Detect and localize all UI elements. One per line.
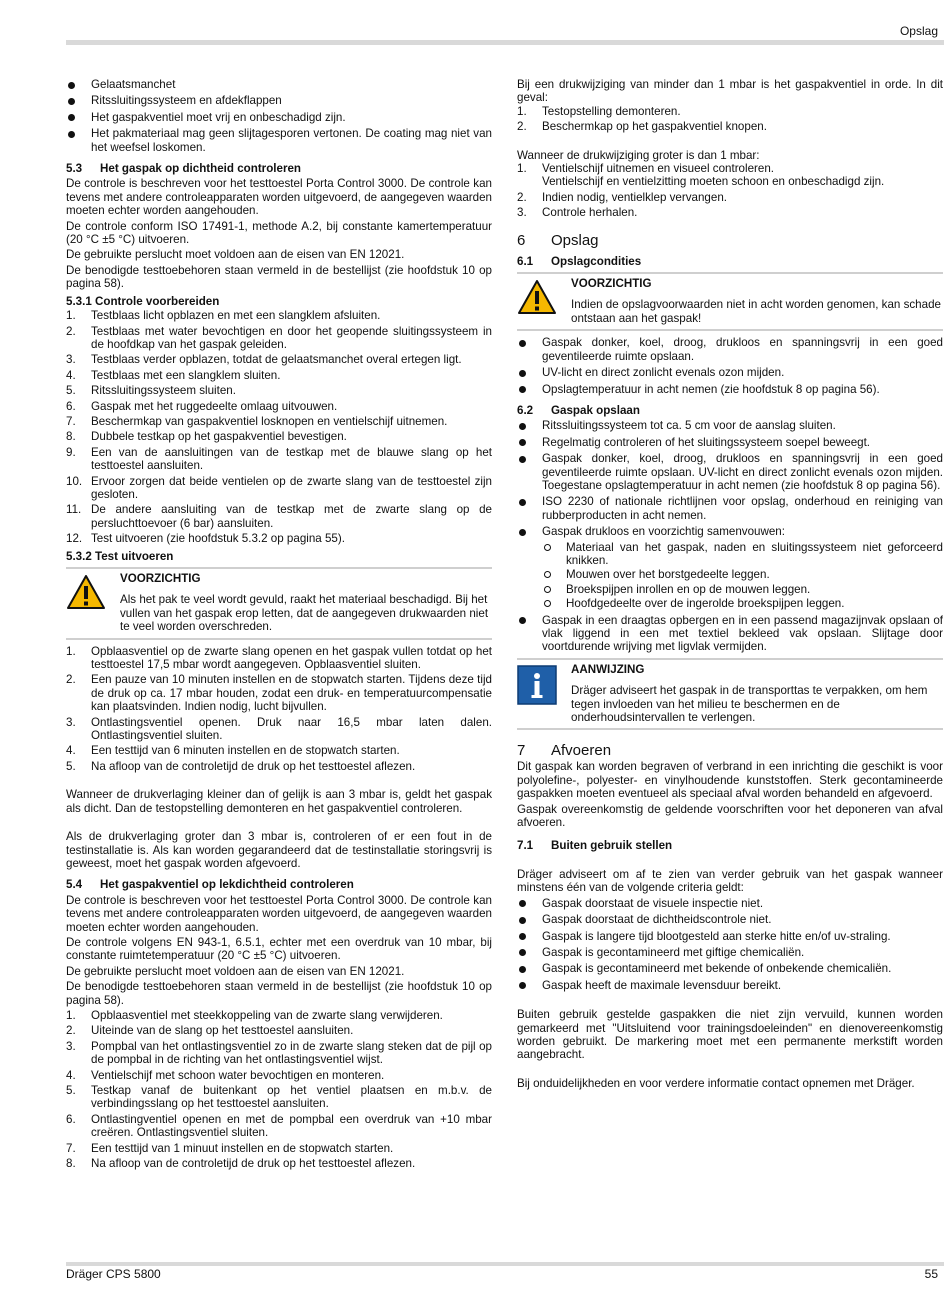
list-item: Gaspak doorstaat de dichtheidscontrole niet. (517, 913, 943, 926)
footer-product: Dräger CPS 5800 (66, 1267, 161, 1281)
info-icon (517, 663, 571, 725)
list-item: Het gaspakventiel moet vrij en onbeschadigd zijn. (66, 111, 492, 124)
numbered-list-valve (66, 1009, 492, 1170)
list-item: Gaspak is gecontamineerd met bekende of onbekende chemicaliën. (517, 962, 943, 975)
list-item: 6. Ontlastingventiel openen en met de pompbal een overdruk van +10 mbar creëren. Ontlastingsventiel sluiten. (66, 1112, 492, 1140)
list-item: Gaspak is gecontamineerd met giftige chemicaliën. (517, 946, 943, 959)
list-item: 10. Ervoor zorgen dat beide ventielen op de zwarte slang van de testtoestel zijn gesloten. (66, 474, 492, 501)
list-item: 2. Een pauze van 10 minuten instellen en de stopwatch starten. Tijdens deze tijd de druk op ca. 17 mbar houden, zodat een druk- en temperatuurcompensatie kan plaatsvinden. Indien nodig, lucht bijvullen. (66, 673, 492, 714)
list-item: ISO 2230 of nationale richtlijnen voor opslag, onderhoud en reiniging van rubberproducten in acht nemen. (517, 495, 943, 522)
list-item: Gaspak heeft de maximale levensduur bereikt. (517, 979, 943, 992)
paragraph: De gebruikte perslucht moet voldoen aan de eisen van EN 12021. (66, 248, 405, 262)
list-item: 8. Dubbele testkap op het gaspakventiel bevestigen. (66, 430, 347, 444)
numbered-list-ok (517, 105, 943, 134)
list-item: 4. Testblaas met een slangklem sluiten. (66, 368, 281, 382)
section-heading-6-2: 6.2 Gaspak opslaan (517, 403, 640, 417)
list-item: Mouwen over het borstgedeelte leggen. (542, 568, 943, 581)
paragraph: Dit gaspak kan worden begraven of verbrand in een inrichting die geschikt is voor polyolefine-, polyester- en vinylhoudende kunststoffen. Sterk gecontamineerde gaspakken moeten eventueel als speciaal afval worden behandeld en afgevoerd. (517, 760, 943, 801)
list-item: 3. Pompbal van het ontlastingsventiel zo in de zwarte slang steken dat de pijl op de pompbal in de richting van het ontlastingsventiel wijst. (66, 1039, 492, 1067)
list-item: 2. Uiteinde van de slang op het testtoestel aansluiten. (66, 1024, 354, 1038)
list-item: Gelaatsmanchet (66, 78, 492, 91)
numbered-list-not-ok (517, 162, 943, 220)
caution-notice (517, 272, 943, 331)
chapter-heading-6: 6 Opslag (517, 231, 599, 249)
list-item: 5. Testkap vanaf de buitenkant op het ventiel plaatsen en m.b.v. de verbindingsslang op het testtoestel aansluiten. (66, 1084, 492, 1111)
list-item: Materiaal van het gaspak, naden en sluitingssysteem niet geforceerd knikken. (542, 541, 943, 568)
left-column (66, 78, 492, 1172)
list-item: Gaspak donker, koel, droog, drukloos en spanningsvrij in een goed geventileerde ruimte opslaan. (517, 336, 943, 363)
paragraph: De controle volgens EN 943-1, 6.5.1, echter met een overdruk van 10 mbar, bij constante ruimtetemperatuur (20 °C ±5 °C) uitvoeren. (66, 935, 492, 963)
header-section-label: Opslag (899, 24, 938, 38)
paragraph: Bij onduidelijkheden en voor verdere informatie contact opnemen met Dräger. (517, 1076, 915, 1090)
paragraph: De controle conform ISO 17491-1, methode A.2, bij constante kamertemperatuur (20 °C ±5 °C) uitvoeren. (66, 219, 492, 247)
list-item: 4. Ventielschijf met schoon water bevochtigen en monteren. (66, 1068, 385, 1082)
list-item: Ritssluitingssysteem en afdekflappen (66, 94, 492, 107)
bullet-list-top (66, 78, 492, 154)
list-item: Regelmatig controleren of het sluitingssysteem soepel beweegt. (517, 436, 943, 449)
list-item: Gaspak drukloos en voorzichtig samenvouwen: Materiaal van het gaspak, naden en sluitingssysteem niet geforceerd knikken. Mouwen over het borstgedeelte leggen. Broekspijpen inrollen en op de mouwen leggen. Hoofdgedeelte over de ingerolde broekspijpen leggen. (517, 525, 943, 610)
list-item: 2. Testblaas met water bevochtigen en door het geopende sluitingssysteem in de hoofdkap van het gaspak geleiden. (66, 324, 492, 351)
notice-text: Dräger adviseert het gaspak in de transporttas te verpakken, om hem tegen invloeden van het milieu te beschermen en de onderhoudsintervallen te verlengen. (571, 684, 928, 725)
numbered-list-test (66, 645, 492, 774)
list-item: 6. Gaspak met het ruggedeelte omlaag uitvouwen. (66, 399, 338, 413)
list-item: Opslagtemperatuur in acht nemen (zie hoofdstuk 8 op pagina 56). (517, 383, 943, 396)
list-item: 2. Beschermkap op het gaspakventiel knopen. (517, 120, 767, 134)
list-item: 1. Opblaasventiel met steekkoppeling van de zwarte slang verwijderen. (66, 1008, 443, 1022)
paragraph: Bij een drukwijziging van minder dan 1 mbar is het gaspakventiel in orde. In dit geval: (517, 78, 943, 105)
warning-triangle-icon (517, 277, 571, 325)
paragraph: Gaspak overeenkomstig de geldende voorschriften voor het deponeren van afval afvoeren. (517, 802, 943, 830)
footer-rule (66, 1262, 944, 1266)
bullet-list-decommission (517, 897, 943, 992)
section-heading-5-3-2: 5.3.2 Test uitvoeren (66, 549, 174, 563)
list-item: Hoofdgedeelte over de ingerolde broekspijpen leggen. (542, 597, 943, 610)
notice-title: VOORZICHTIG (120, 572, 201, 585)
list-item: Gaspak donker, koel, droog, drukloos en spanningsvrij in een goed geventileerde ruimte opslaan. UV-licht en direct zonlicht evenals ozon mijden. Toegestane opslagtemperatuur in acht nemen (zie hoofdstuk 8 op pagina 56). (517, 452, 943, 492)
list-item: 7. Een testtijd van 1 minuut instellen en de stopwatch starten. (66, 1141, 394, 1155)
paragraph: De controle is beschreven voor het testtoestel Porta Control 3000. De controle kan tevens met andere controleapparaten worden uitgevoerd, de aangegeven waarden moeten echter worden aangehouden. (66, 893, 492, 934)
bullet-list-storage (517, 419, 943, 654)
paragraph: Wanneer de drukverlaging kleiner dan of gelijk is aan 3 mbar is, geldt het gaspak als dicht. Dan de testopstelling demonteren en het gaspakventiel controleren. (66, 788, 492, 815)
list-item: 2. Indien nodig, ventielklep vervangen. (517, 190, 727, 204)
list-item: 4. Een testtijd van 6 minuten instellen en de stopwatch starten. (66, 744, 400, 758)
list-item: 3. Controle herhalen. (517, 206, 638, 220)
paragraph: Dräger adviseert om af te zien van verder gebruik van het gaspak wanneer minstens één van de volgende criteria geldt: (517, 867, 943, 895)
caution-notice (66, 567, 492, 640)
list-item: Gaspak in een draagtas opbergen en in een passend magazijnvak opslaan of vlak liggend in een met textiel bekleed vak opslaan. Slijtage door voortdurende wrijving met ligvlak vermijden. (517, 614, 943, 654)
list-item: 1. Testopstelling demonteren. (517, 104, 681, 118)
header-rule (66, 40, 944, 45)
list-item: 12. Test uitvoeren (zie hoofdstuk 5.3.2 op pagina 55). (66, 532, 345, 546)
section-heading-5-3-1: 5.3.1 Controle voorbereiden (66, 294, 220, 308)
page-number: 55 (924, 1267, 938, 1281)
list-item: 8. Na afloop van de controletijd de druk op het testtoestel aflezen. (66, 1157, 416, 1171)
paragraph: De gebruikte perslucht moet voldoen aan de eisen van EN 12021. (66, 964, 405, 978)
section-heading-5-4: 5.4 Het gaspakventiel op lekdichtheid controleren (66, 878, 354, 892)
notice-title: AANWIJZING (571, 662, 645, 676)
numbered-list-prepare (66, 309, 492, 546)
list-item: Gaspak doorstaat de visuele inspectie niet. (517, 897, 943, 910)
list-item: 3. Ontlastingsventiel openen. Druk naar 16,5 mbar laten dalen. Ontlastingsventiel sluiten. (66, 715, 492, 743)
paragraph: De controle is beschreven voor het testtoestel Porta Control 3000. De controle kan tevens met andere controleapparaten worden uitgevoerd, de aangegeven waarden moeten echter worden aangehouden. (66, 177, 492, 218)
section-heading-6-1: 6.1 Opslagcondities (517, 254, 642, 268)
list-item: 1. Ventielschijf uitnemen en visueel controleren. Ventielschijf en ventielzitting moeten schoon en onbeschadigd zijn. (517, 162, 885, 189)
paragraph: Buiten gebruik gestelde gaspakken die niet zijn vervuild, kunnen worden gemarkeerd met "Uitsluitend voor trainingsdoeleinden" en dienovereenkomstig worden gebruikt. De markering moet met een permanente merkstift worden aangebracht. (517, 1008, 943, 1062)
sub-list-folding (542, 541, 943, 611)
advice-notice (517, 658, 943, 731)
list-item: 5. Ritssluitingssysteem sluiten. (66, 384, 236, 398)
paragraph: Wanneer de drukwijziging groter is dan 1 mbar: (517, 148, 760, 162)
list-item: 11. De andere aansluiting van de testkap met de zwarte slang op de persluchttoevoer (6 bar) aansluiten. (66, 503, 492, 530)
section-heading-7-1: 7.1 Buiten gebruik stellen (517, 839, 673, 853)
list-item: Ritssluitingssysteem tot ca. 5 cm voor de aanslag sluiten. (517, 419, 943, 432)
list-item: 5. Na afloop van de controletijd de druk op het testtoestel aflezen. (66, 759, 416, 773)
list-item: 3. Testblaas verder opblazen, totdat de gelaatsmanchet overal ertegen ligt. (66, 353, 462, 367)
list-item: UV-licht en direct zonlicht evenals ozon mijden. (517, 366, 943, 379)
list-item: Het pakmateriaal mag geen slijtagesporen vertonen. De coating mag niet van het weefsel loskomen. (66, 127, 492, 154)
right-column (517, 78, 943, 1092)
list-item: 9. Een van de aansluitingen van de testkap met de blauwe slang op het testtoestel aansluiten. (66, 445, 492, 473)
notice-text: Als het pak te veel wordt gevuld, raakt het materiaal beschadigd. Bij het vullen van het gaspak erop letten, dat de aangegeven drukwaarden niet te veel worden overschreden. (120, 593, 489, 634)
warning-triangle-icon (66, 572, 120, 634)
paragraph: De benodigde testtoebehoren staan vermeld in de bestellijst (zie hoofdstuk 10 op pagina 58). (66, 263, 492, 291)
list-item: Broekspijpen inrollen en op de mouwen leggen. (542, 583, 943, 596)
paragraph: De benodigde testtoebehoren staan vermeld in de bestellijst (zie hoofdstuk 10 op pagina 58). (66, 980, 492, 1007)
list-item: 1. Opblaasventiel op de zwarte slang openen en het gaspak vullen totdat op het testtoestel 17,5 mbar wordt aangegeven. Opblaasventiel sluiten. (66, 644, 492, 672)
bullet-list-conditions (517, 336, 943, 396)
chapter-heading-7: 7 Afvoeren (517, 742, 612, 760)
paragraph: Als de drukverlaging groter dan 3 mbar is, controleren of er een fout in de testinstallatie is. Als kan worden gegarandeerd dat de testinstallatie storingsvrij is geweest, moet het gaspak worden afgevoerd. (66, 830, 492, 870)
list-item: 1. Testblaas licht opblazen en met een slangklem afsluiten. (66, 309, 381, 323)
list-item: Gaspak is langere tijd blootgesteld aan sterke hitte en/of uv-straling. (517, 930, 943, 943)
list-item: 7. Beschermkap van gaspakventiel losknopen en ventielschijf uitnemen. (66, 414, 448, 428)
notice-text: Indien de opslagvoorwaarden niet in acht worden genomen, kan schade ontstaan aan het gaspak! (571, 298, 941, 325)
section-heading-5-3: 5.3 Het gaspak op dichtheid controleren (66, 162, 301, 176)
notice-title: VOORZICHTIG (571, 277, 652, 291)
